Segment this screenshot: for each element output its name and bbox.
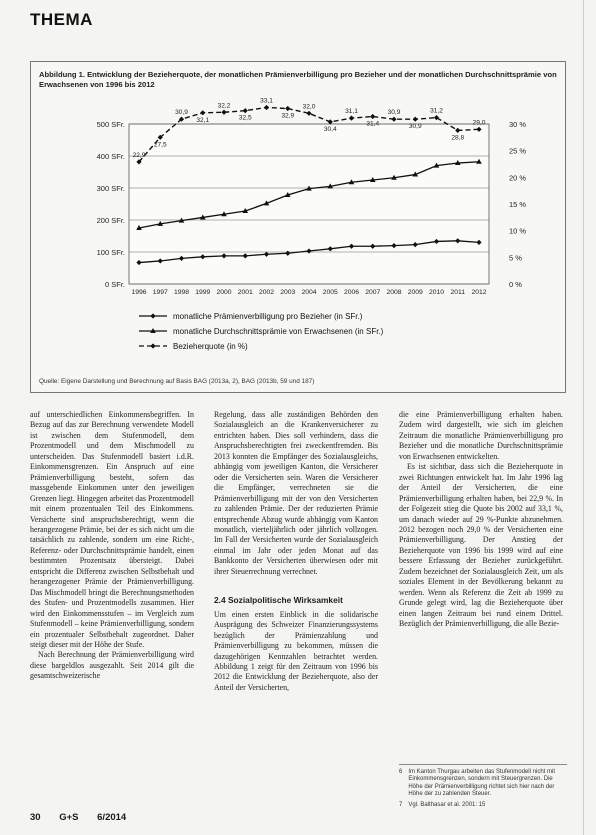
data-point	[264, 105, 269, 110]
y-tick-label-right: 25 %	[509, 146, 527, 156]
paragraph: Regelung, dass alle zuständigen Behörden den Sozialausgleich an die Krankenversicherer zu entrichten haben. Dies soll verhindern, dass die Anspruchsberechtigten frei zweckentfremden. Bis 2013 konnten die Empfänger des Sozialausgleichs, abhängig vom jeweiligen Kanton, die Versicherer oder die Versicherten sein. Waren die Versicherer die Empfänger, verrechneten sie die Prämienverbilligung mit der von den Versicherten zu zahlenden Prämie. Der der reduzierten Prämie entsprechende Abzug wurde abhängig vom Kanton monatlich, vierteljährlich oder jährlich vollzogen. Im Fall der Versicherten wurde der Sozialausgleich einmal im Jahr oder jeden Monat auf das Bankkonto der Versicherten überwiesen oder mit ihrer Steuerrechnung verrechnet.	[214, 410, 378, 576]
data-point	[285, 106, 290, 111]
legend-label: monatliche Durchschnittsprämie von Erwachsenen (in SFr.)	[173, 327, 384, 336]
data-label: 32,9	[281, 112, 295, 120]
legend-marker	[150, 313, 155, 318]
data-label: 32,1	[196, 116, 210, 124]
x-tick-label: 2002	[258, 289, 275, 296]
footnote-text: Im Kanton Thurgau arbeiten das Stufenmodell nicht mit Einkommensgrenzen, sondern mit Steuergrenzen. Die Höhe der Prämienverbilligung richtet sich hier nach der Höhe der zu zahlenden Steuer.	[408, 769, 555, 798]
y-tick-label-right: 0 %	[509, 280, 522, 289]
data-label: 31,2	[430, 107, 443, 115]
footnote	[399, 802, 567, 809]
data-label: 31,1	[345, 108, 358, 116]
data-point	[391, 117, 396, 122]
paragraph: auf unterschiedlichen Einkommensbegriffen. In Bezug auf das zur Berechnung verwendete Modell ist zwischen dem Stufenmodell, dem Prozentmodell und dem Mischmodell zu unterscheiden. Das Stufenmodell basiert i.d.R. Einkommensgrenzen. Ein Anspruch auf eine Prämienverbilligung besteht, sofern das massgebende Einkommen unter den jeweiligen Grenzen liegt. Hingegen arbeitet das Prozentmodell mit einem prozentualen Teil des Einkommens. Versicherte sind anspruchsberechtigt, wenn die herangezogene Prämie, bei der es sich nicht um die tatsächlich zu zahlende, sondern um eine Richt-, Referenz- oder Durchschnittsprämie handelt, einen bestimmten Prozentsatz übersteigt. Dabei entspricht die Differenz zwischen Selbstbehalt und herangezogener Prämie der Prämienverbilligung. Das Mischmodell bringt die Berechnungsmethoden des Stufen- und Prozentmodells zusammen. Hier wird den Einkommensstufen – im Vergleich zum Stufenmodell – keine Prämienverbilligung, sondern ein prozentualer Selbstbehalt zugeordnet. Daher steigt dieser mit der Höhe der Stufe.	[30, 410, 194, 649]
data-label: 33,1	[260, 97, 273, 105]
data-label: 31,4	[366, 120, 380, 128]
footnote-number: 7	[399, 801, 403, 808]
x-tick-label: 2008	[386, 289, 402, 296]
paragraph: Nach Berechnung der Prämienverbilligung wird diese bargeldlos ausgezahlt. Seit 2014 gilt die gesamtschweizerische	[30, 650, 194, 681]
paragraph: Um einen ersten Einblick in die solidarische Ausprägung des Schweizer Finanzierungssystems bezüglich der Prämienzahlung und Prämienverbilligung zu bekommen, müssen die dazugehörigen Kennzahlen betrachtet werden. Abbildung 1 zeigt für den Zeitraum von 1996 bis 2012 die Entwicklung der Bezieherquote, also der Anteil der Versicherten,	[214, 609, 378, 692]
data-point	[370, 114, 375, 119]
legend-label: Bezieherquote (in %)	[173, 342, 248, 351]
x-tick-label: 2006	[343, 289, 360, 296]
legend-label: monatliche Prämienverbilligung pro Bezieher (in SFr.)	[173, 312, 363, 321]
journal-name: G+S	[59, 812, 79, 823]
x-tick-label: 2007	[365, 289, 381, 296]
y-tick-label-right: 20 %	[509, 173, 527, 183]
y-tick-label-right: 10 %	[509, 226, 527, 236]
y-tick-label-right: 15 %	[509, 200, 527, 209]
y-tick-label-right: 30 %	[509, 120, 527, 129]
data-point	[221, 110, 226, 115]
page-footer	[30, 812, 142, 823]
paragraph: Es ist sichtbar, dass sich die Bezieherquote in zwei Richtungen entwickelt hat. Im Jahr 1996 lag der Anteil der Versicherten, die eine Prämienverbilligung erhalten haben, bei 22,9 %. In der Folgezeit stieg die Quote bis 2002 auf 33,1 %, um danach wieder auf 29 %-Punkte abzunehmen. 2012 bezogen noch 29,0 % der Versicherten eine Prämienverbilligung. Der Anstieg der Bezieherquote von 1996 bis 1999 wird auf eine bessere Erfassung der Bezieher zurückgeführt. Zudem bezeichnet der Sozialausgleich Zeit, um als soziales Element in der Bevölkerung bekannt zu werden. Wenn als Referenz die Zeit ab 1999 zu Grunde gelegt wird, lag die Bezieherquote über einen langen Zeitraum bei rund einem Drittel. Bezüglich der Prämienverbilligung, die alle Bezie-	[399, 462, 563, 629]
y-tick-label-left: 300 SFr.	[96, 184, 125, 193]
footnote-number: 6	[399, 769, 403, 775]
footnote	[399, 769, 567, 799]
data-label: 32,5	[238, 114, 252, 122]
figure-caption: Abbildung 1. Entwicklung der Bezieherquote, der monatlichen Prämienverbilligung pro Bezieher und der monatlichen Durchschnittsprämie von Erwachsenen von 1996 bis 2012	[39, 70, 557, 89]
section-title: THEMA	[30, 10, 93, 29]
text-column-3	[399, 410, 563, 630]
data-label: 30,4	[323, 125, 337, 133]
y-tick-label-right: 5 %	[509, 253, 522, 263]
y-tick-label-left: 400 SFr.	[96, 152, 125, 161]
figure-box	[30, 61, 566, 393]
page-number: 30	[30, 812, 41, 823]
x-tick-label: 1999	[195, 289, 211, 296]
data-point	[200, 110, 205, 115]
x-tick-label: 1997	[152, 289, 168, 296]
x-tick-label: 1996	[131, 289, 147, 296]
line-chart	[31, 97, 565, 402]
x-tick-label: 2001	[237, 289, 253, 296]
y-tick-label-left: 100 SFr.	[96, 248, 125, 257]
footnote-text: Vgl. Balthasar et al. 2001: 15	[408, 801, 486, 808]
text-column-1	[30, 410, 194, 682]
plot-area	[129, 124, 489, 284]
y-tick-label-left: 200 SFr.	[96, 216, 125, 225]
paragraph: die eine Prämienverbilligung erhalten haben. Zudem wird dargestellt, wie sich im gleichen Zeitraum die monatliche Prämienverbilligung pro Bezieher und die monatliche Durchschnittsprämie von Erwachsenen entwickelten.	[399, 410, 563, 461]
x-tick-label: 2012	[471, 289, 487, 296]
x-tick-label: 2000	[216, 289, 232, 296]
data-point	[243, 108, 248, 113]
figure-source: Quelle: Eigene Darstellung und Berechnung auf Basis BAG (2013a, 2), BAG (2013b, 59 und 187)	[39, 378, 315, 385]
x-tick-label: 2003	[280, 289, 296, 296]
data-label: 30,9	[387, 109, 401, 117]
data-point	[349, 116, 354, 121]
data-label: 29,0	[472, 119, 486, 127]
data-label: 27,5	[153, 141, 167, 149]
text-column-2	[214, 410, 378, 693]
y-tick-label-left: 500 SFr.	[96, 120, 125, 129]
data-point	[413, 117, 418, 122]
data-label: 28,8	[451, 134, 465, 142]
x-tick-label: 2010	[428, 289, 445, 296]
y-tick-label-left: 0 SFr.	[104, 280, 125, 289]
data-label: 32,2	[217, 102, 231, 110]
section-heading: 2.4 Sozialpolitische Wirksamkeit	[214, 595, 343, 606]
data-label: 30,9	[408, 123, 422, 131]
data-label: 32,0	[302, 103, 316, 111]
issue-number: 6/2014	[97, 812, 127, 823]
legend-marker	[150, 343, 155, 348]
data-point	[306, 111, 311, 116]
x-tick-label: 2005	[322, 289, 338, 296]
data-label: 22,9	[132, 151, 146, 159]
data-label: 30,9	[175, 109, 188, 117]
footnotes	[399, 764, 567, 812]
x-tick-label: 1998	[173, 289, 190, 296]
x-tick-label: 2011	[450, 289, 466, 296]
x-tick-label: 2009	[407, 289, 423, 296]
page-edge-rule	[583, 0, 584, 835]
x-tick-label: 2004	[301, 289, 317, 296]
